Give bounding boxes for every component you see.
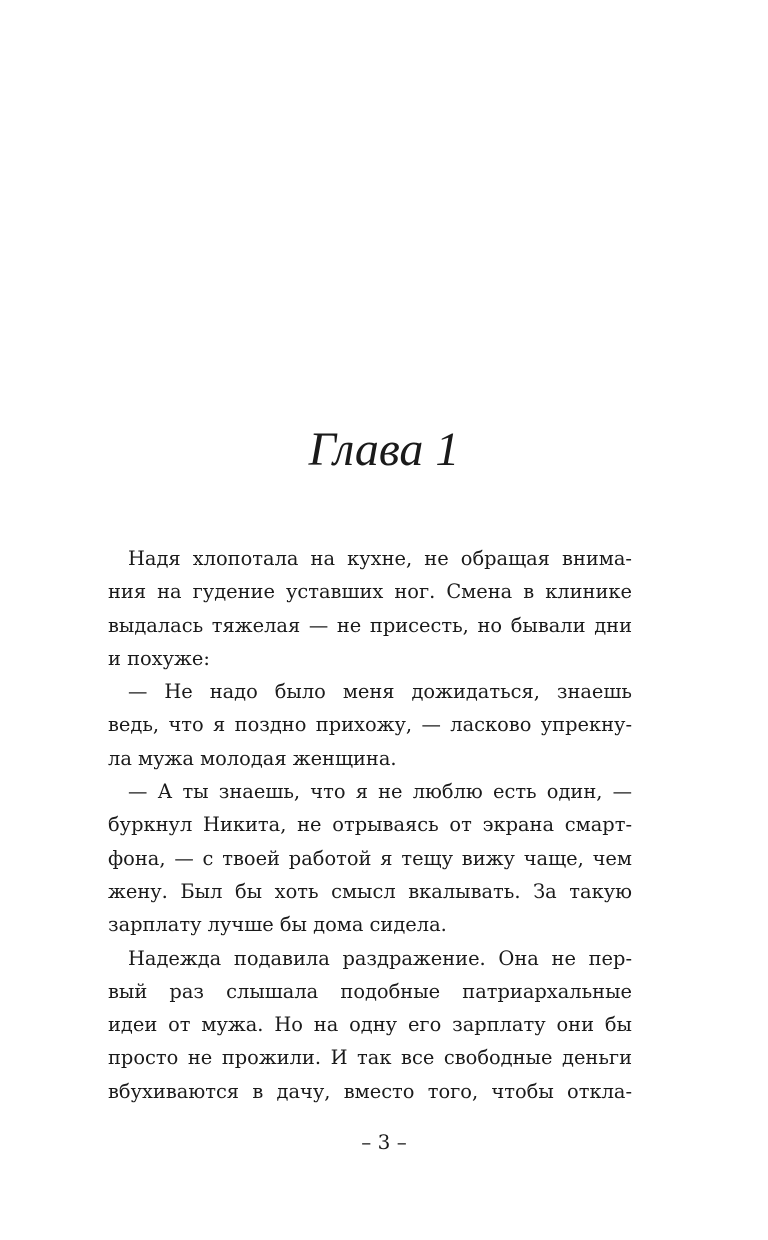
text-line: фона, — с твоей работой я тещу вижу чаще, чем: [108, 846, 632, 870]
text-line: и похуже:: [108, 646, 210, 670]
text-line: буркнул Никита, не отрываясь от экрана смарт-: [108, 813, 632, 837]
page-number: – 3 –: [361, 1130, 407, 1154]
text-line: выдалась тяжелая — не присесть, но бывали дни: [108, 613, 632, 637]
text-line: зарплату лучше бы дома сидела.: [108, 913, 447, 937]
text-line: просто не прожили. И так все свободные деньги: [108, 1046, 632, 1070]
text-line: Надежда подавила раздражение. Она не пер-: [128, 946, 632, 970]
text-line: — А ты знаешь, что я не люблю есть один, —: [128, 780, 632, 804]
text-line: ла мужа молодая женщина.: [108, 746, 397, 770]
text-line: жену. Был бы хоть смысл вкалывать. За такую: [108, 879, 632, 903]
text-line: — Не надо было меня дожидаться, знаешь: [128, 680, 632, 704]
text-line: Надя хлопотала на кухне, не обращая внима-: [128, 547, 632, 570]
text-line: ведь, что я поздно прихожу, — ласково упрекну-: [108, 713, 632, 737]
body-text: [108, 542, 632, 1108]
chapter-title: Глава 1: [308, 423, 460, 476]
text-line: вбухиваются в дачу, вместо того, чтобы откла-: [108, 1079, 632, 1103]
text-line: идеи от мужа. Но на одну его зарплату они бы: [108, 1013, 632, 1037]
text-line: ния на гудение уставших ног. Смена в клинике: [108, 580, 632, 604]
text-line: вый раз слышала подобные патриархальные: [108, 979, 632, 1003]
